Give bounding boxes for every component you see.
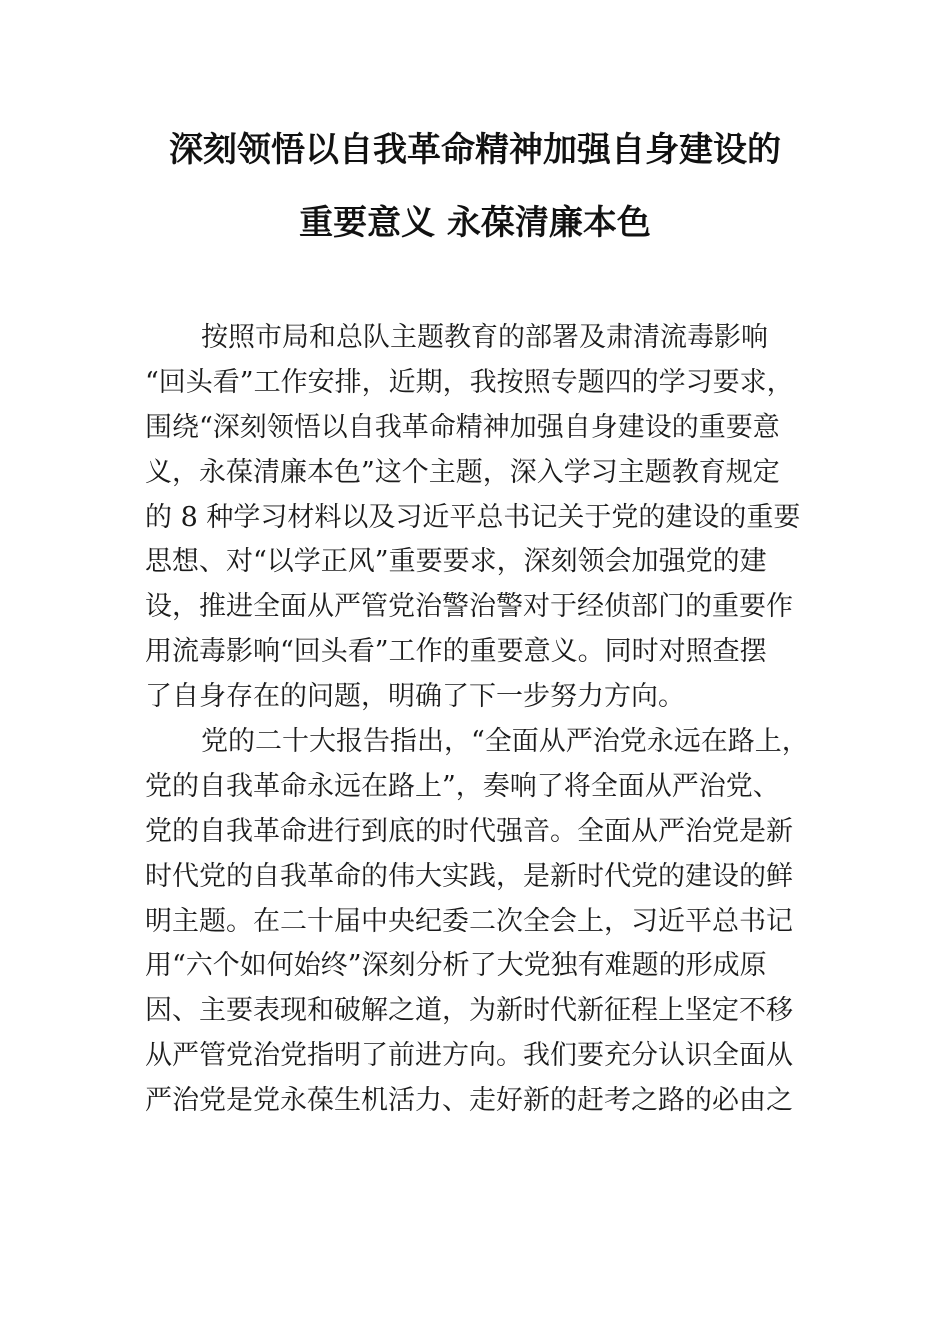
paragraph-line: 因、主要表现和破解之道，为新时代新征程上坚定不移 — [145, 995, 793, 1027]
paragraph-line: “回头看”工作安排，近期，我按照专题四的学习要求， — [145, 366, 794, 398]
paragraph-line: 设，推进全面从严管党治警治警对于经侦部门的重要作 — [145, 591, 793, 623]
document-title-line-1: 深刻领悟以自我革命精神加强自身建设的 — [169, 130, 781, 170]
document-title-line-2: 重要意义 永葆清廉本色 — [299, 203, 651, 243]
paragraph-line: 的 8 种学习材料以及习近平总书记关于党的建设的重要 — [145, 501, 801, 533]
paragraph-line: 用流毒影响“回头看”工作的重要意义。同时对照查摆 — [145, 636, 767, 668]
paragraph-line: 按照市局和总队主题教育的部署及肃清流毒影响 — [201, 322, 768, 353]
paragraph-line: 党的自我革命进行到底的时代强音。全面从严治党是新 — [145, 815, 793, 847]
paragraph-line: 思想、对“以学正风”重要要求，深刻领会加强党的建 — [145, 546, 767, 578]
paragraph-line: 义，永葆清廉本色”这个主题，深入学习主题教育规定 — [145, 456, 780, 488]
paragraph-line: 明主题。在二十届中央纪委二次全会上，习近平总书记 — [145, 905, 793, 937]
paragraph-line: 严治党是党永葆生机活力、走好新的赶考之路的必由之 — [145, 1085, 793, 1117]
paragraph-2 — [145, 720, 809, 1124]
paragraph-1 — [145, 316, 805, 720]
document-body — [145, 316, 809, 1124]
paragraph-line: 时代党的自我革命的伟大实践，是新时代党的建设的鲜 — [145, 860, 793, 892]
paragraph-line: 了自身存在的问题，明确了下一步努力方向。 — [145, 681, 685, 713]
paragraph-line: 围绕“深刻领悟以自我革命精神加强自身建设的重要意 — [145, 411, 780, 443]
paragraph-line: 从严管党治党指明了前进方向。我们要充分认识全面从 — [145, 1040, 793, 1072]
paragraph-line: 党的自我革命永远在路上”，奏响了将全面从严治党、 — [145, 770, 780, 802]
paragraph-line: 党的二十大报告指出，“全面从严治党永远在路上， — [201, 726, 809, 758]
paragraph-line: 用“六个如何始终”深刻分析了大党独有难题的形成原 — [145, 950, 767, 982]
